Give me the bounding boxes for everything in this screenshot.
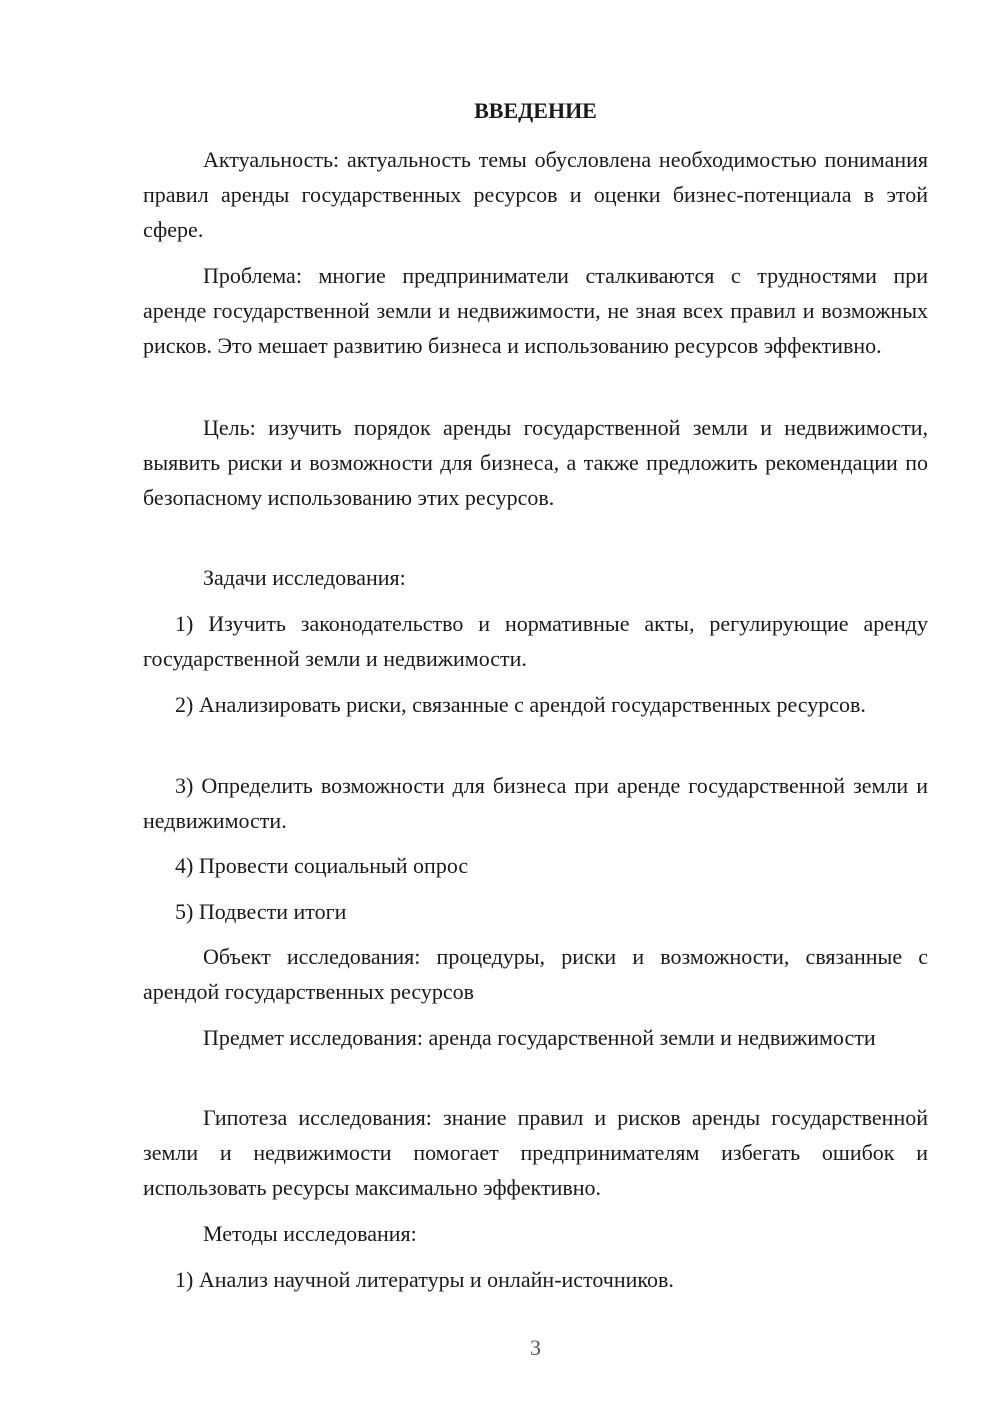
relevance-paragraph: Актуальность: актуальность темы обусловлена необходимостью понимания правил аренды государственных ресурсов и оценки бизнес-потенциала в этой сфере. — [143, 147, 928, 242]
object-paragraph: Объект исследования: процедуры, риски и возможности, связанные с арендой государственных ресурсов — [143, 944, 928, 1004]
method-item: 1) Анализ научной литературы и онлайн-источников. — [175, 1267, 674, 1292]
task-item: 4) Провести социальный опрос — [175, 853, 469, 878]
tasks-heading: Задачи исследования: — [203, 565, 406, 590]
task-item: 5) Подвести итоги — [175, 899, 347, 924]
task-item: 2) Анализировать риски, связанные с арендой государственных ресурсов. — [175, 692, 866, 717]
goal-paragraph: Цель: изучить порядок аренды государственной земли и недвижимости, выявить риски и возможности для бизнеса, а также предложить рекомендации по безопасному использованию этих ресурсов. — [143, 415, 928, 510]
page-number: 3 — [530, 1335, 541, 1360]
problem-paragraph: Проблема: многие предприниматели сталкиваются с трудностями при аренде государственной земли и недвижимости, не зная всех правил и возможных рисков. Это мешает развитию бизнеса и использованию ресурсов эффективно. — [143, 263, 928, 358]
subject-paragraph: Предмет исследования: аренда государственной земли и недвижимости — [203, 1025, 876, 1050]
section-title: ВВЕДЕНИЕ — [474, 98, 597, 123]
methods-heading: Методы исследования: — [203, 1221, 417, 1246]
hypothesis-paragraph: Гипотеза исследования: знание правил и рисков аренды государственной земли и недвижимости помогает предпринимателям избегать ошибок и использовать ресурсы максимально эффективно. — [143, 1105, 928, 1200]
task-item: 3) Определить возможности для бизнеса при аренде государственной земли и недвижимости. — [143, 773, 928, 833]
task-item: 1) Изучить законодательство и нормативные акты, регулирующие аренду государственной земли и недвижимости. — [143, 611, 928, 671]
